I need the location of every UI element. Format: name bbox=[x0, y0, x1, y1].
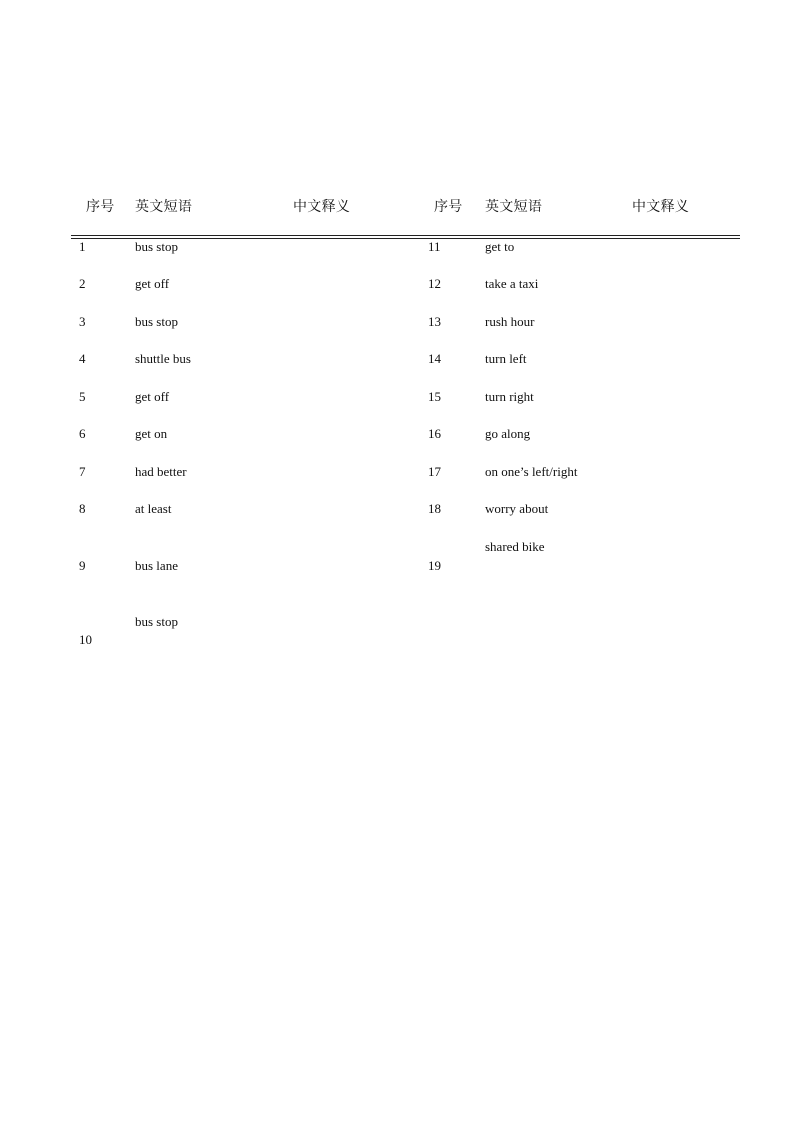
row-number: 14 bbox=[428, 351, 441, 366]
row-number: 13 bbox=[428, 314, 441, 329]
row-phrase: get on bbox=[135, 426, 168, 441]
header-right-meaning: 中文释义 bbox=[632, 199, 690, 215]
row-number: 9 bbox=[79, 558, 86, 573]
row-number: 6 bbox=[79, 426, 86, 441]
header-left-meaning: 中文释义 bbox=[293, 199, 351, 215]
row-number: 7 bbox=[79, 464, 86, 479]
row-number: 10 bbox=[79, 632, 92, 647]
row-number: 15 bbox=[428, 389, 441, 404]
row-phrase: on one’s left/right bbox=[485, 464, 578, 479]
row-phrase: get off bbox=[135, 389, 170, 404]
row-phrase: had better bbox=[135, 464, 187, 479]
row-phrase: shuttle bus bbox=[135, 351, 191, 366]
row-number: 12 bbox=[428, 276, 441, 291]
row-phrase: turn left bbox=[485, 351, 527, 366]
row-phrase: take a taxi bbox=[485, 276, 539, 291]
row-number: 5 bbox=[79, 389, 86, 404]
row-number: 11 bbox=[428, 239, 441, 254]
row-number: 19 bbox=[428, 558, 441, 573]
row-number: 17 bbox=[428, 464, 441, 479]
row-phrase: bus stop bbox=[135, 239, 178, 254]
row-phrase: bus stop bbox=[135, 614, 178, 629]
row-phrase: worry about bbox=[485, 501, 549, 516]
header-rule-top bbox=[71, 235, 740, 236]
header-right-phrase: 英文短语 bbox=[485, 199, 543, 215]
row-phrase: go along bbox=[485, 426, 531, 441]
row-number: 3 bbox=[79, 314, 86, 329]
row-number: 1 bbox=[79, 239, 86, 254]
row-phrase: rush hour bbox=[485, 314, 535, 329]
row-phrase: at least bbox=[135, 501, 172, 516]
row-phrase: shared bike bbox=[485, 539, 545, 554]
row-number: 2 bbox=[79, 276, 86, 291]
row-number: 16 bbox=[428, 426, 441, 441]
row-number: 8 bbox=[79, 501, 86, 516]
row-phrase: bus lane bbox=[135, 558, 178, 573]
row-phrase: get to bbox=[485, 239, 515, 254]
row-number: 18 bbox=[428, 501, 441, 516]
header-left-no: 序号 bbox=[86, 199, 115, 215]
header-right-no: 序号 bbox=[434, 199, 463, 215]
row-phrase: turn right bbox=[485, 389, 534, 404]
header-left-phrase: 英文短语 bbox=[135, 199, 193, 215]
row-phrase: get off bbox=[135, 276, 170, 291]
row-phrase: bus stop bbox=[135, 314, 178, 329]
row-number: 4 bbox=[79, 351, 86, 366]
